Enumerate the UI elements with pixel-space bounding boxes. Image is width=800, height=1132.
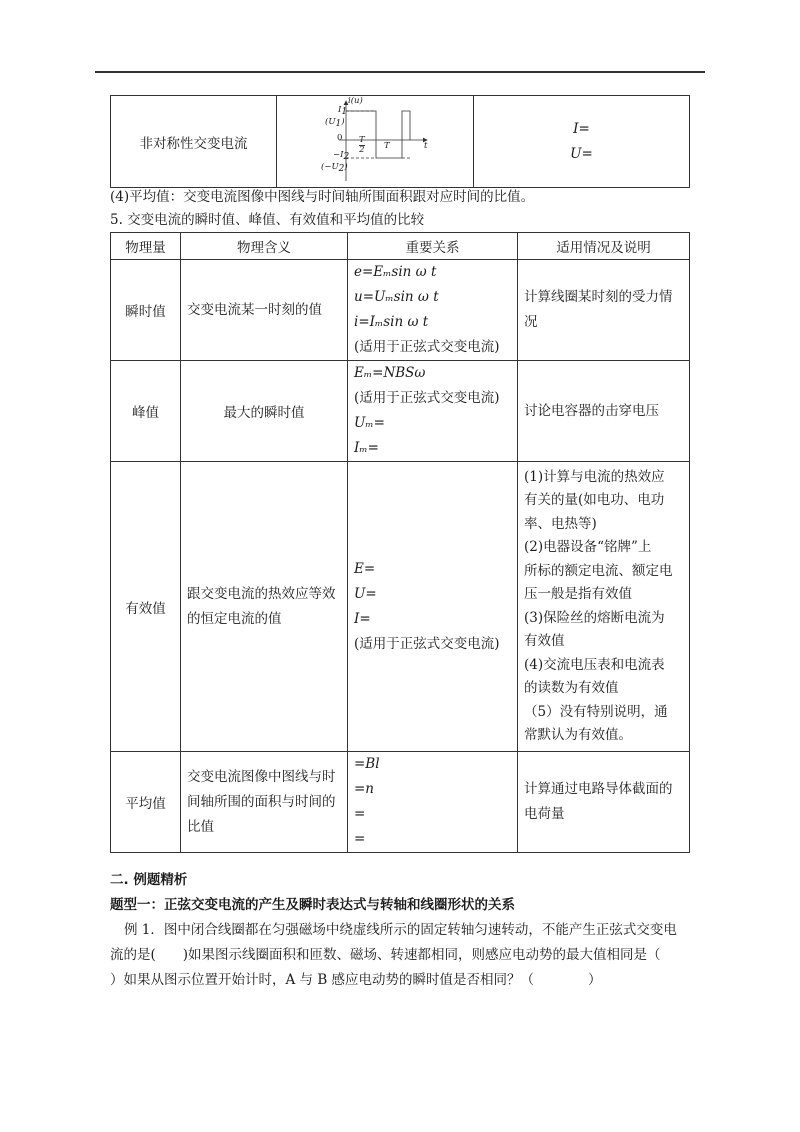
pos-label-2: (U1) — [325, 117, 345, 129]
row-notes: 计算线圈某时刻的受力情 况 — [518, 260, 690, 361]
section2-title: 二. 例题精析 — [110, 872, 188, 888]
comparison-table — [110, 232, 690, 853]
row-relations: E= U= I= (适用于正弦式交变电流) — [348, 462, 518, 752]
y-axis-label: i(u) — [348, 96, 363, 106]
neg-label-1: −I2 — [333, 150, 350, 162]
row-notes: 计算通过电路导体截面的 电荷量 — [518, 752, 690, 853]
t-half-label: T 2 — [359, 135, 365, 155]
formula-i: I= — [573, 120, 590, 137]
table-row — [111, 752, 690, 853]
table-row — [111, 96, 690, 188]
table-row — [111, 260, 690, 361]
row-meaning: 跟交变电流的热效应等效 的恒定电流的值 — [181, 462, 348, 752]
neg-label-2: (−U2) — [321, 162, 348, 174]
t-axis-label: t — [424, 141, 428, 151]
row-meaning: 交变电流某一时刻的值 — [181, 260, 348, 361]
average-value-note: (4)平均值：交变电流图像中图线与时间轴所围面积跟对应时间的比值。 — [110, 189, 535, 205]
row-notes: (1)计算与电流的热效应 有关的量(如电功、电功 率、电热等) (2)电器设备“铭牌”上 所标的额定电流、额定电 压一般是指有效值 (3)保险丝的熔断电流为 有效值 (4)交流电压表和电流表 的读数为有效值 （5）没有特别说明，通 常默认为有效值。 — [518, 462, 690, 752]
header-meaning: 物理含义 — [181, 233, 348, 260]
square-wave — [346, 111, 410, 158]
row-meaning: 最大的瞬时值 — [181, 361, 348, 462]
example1-line3: ）如果从图示位置开始计时，A 与 B 感应电动势的瞬时值是否相同？（ ） — [110, 972, 602, 988]
square-wave-graph — [277, 96, 473, 187]
table-header-row — [111, 233, 690, 260]
waveform-graph-cell — [277, 96, 474, 188]
formula-cell — [474, 96, 690, 188]
formula-u: U= — [570, 145, 593, 162]
asymmetric-current-table — [110, 95, 690, 188]
topic1-title: 题型一：正弦交变电流的产生及瞬时表达式与转轴和线圈形状的关系 — [110, 897, 515, 913]
section5-title: 5. 交变电流的瞬时值、峰值、有效值和平均值的比较 — [110, 212, 425, 228]
table-row — [111, 361, 690, 462]
row-relations: e=Eₘsin ω t u=Uₘsin ω t i=Iₘsin ω t (适用于正弦式交变电流) — [348, 260, 518, 361]
row-relations: Eₘ=NBSω (适用于正弦式交变电流) Uₘ= Iₘ= — [348, 361, 518, 462]
table-row — [111, 462, 690, 752]
row-notes: 讨论电容器的击穿电压 — [518, 361, 690, 462]
header-quantity: 物理量 — [111, 233, 181, 260]
row-meaning: 交变电流图像中图线与时 间轴所围的面积与时间的 比值 — [181, 752, 348, 853]
pos-label-1: I1 — [338, 105, 348, 117]
header-relation: 重要关系 — [348, 233, 518, 260]
t-full-label: T — [384, 141, 390, 151]
example1-line1: 例 1．图中闭合线圈都在匀强磁场中绕虚线所示的固定转轴匀速转动，不能产生正弦式交变电 — [124, 922, 677, 938]
row-name: 峰值 — [111, 361, 181, 462]
header-notes: 适用情况及说明 — [518, 233, 690, 260]
row-name: 有效值 — [111, 462, 181, 752]
origin-label: 0 — [337, 133, 343, 143]
row-label: 非对称性交变电流 — [111, 96, 277, 188]
row-name: 平均值 — [111, 752, 181, 853]
example1-line2: 流的是( )如果图示线圈面积和匝数、磁场、转速都相同，则感应电动势的最大值相同是（ — [110, 947, 661, 963]
header-rule — [95, 71, 705, 73]
row-name: 瞬时值 — [111, 260, 181, 361]
row-relations: =Bl =n = = — [348, 752, 518, 853]
